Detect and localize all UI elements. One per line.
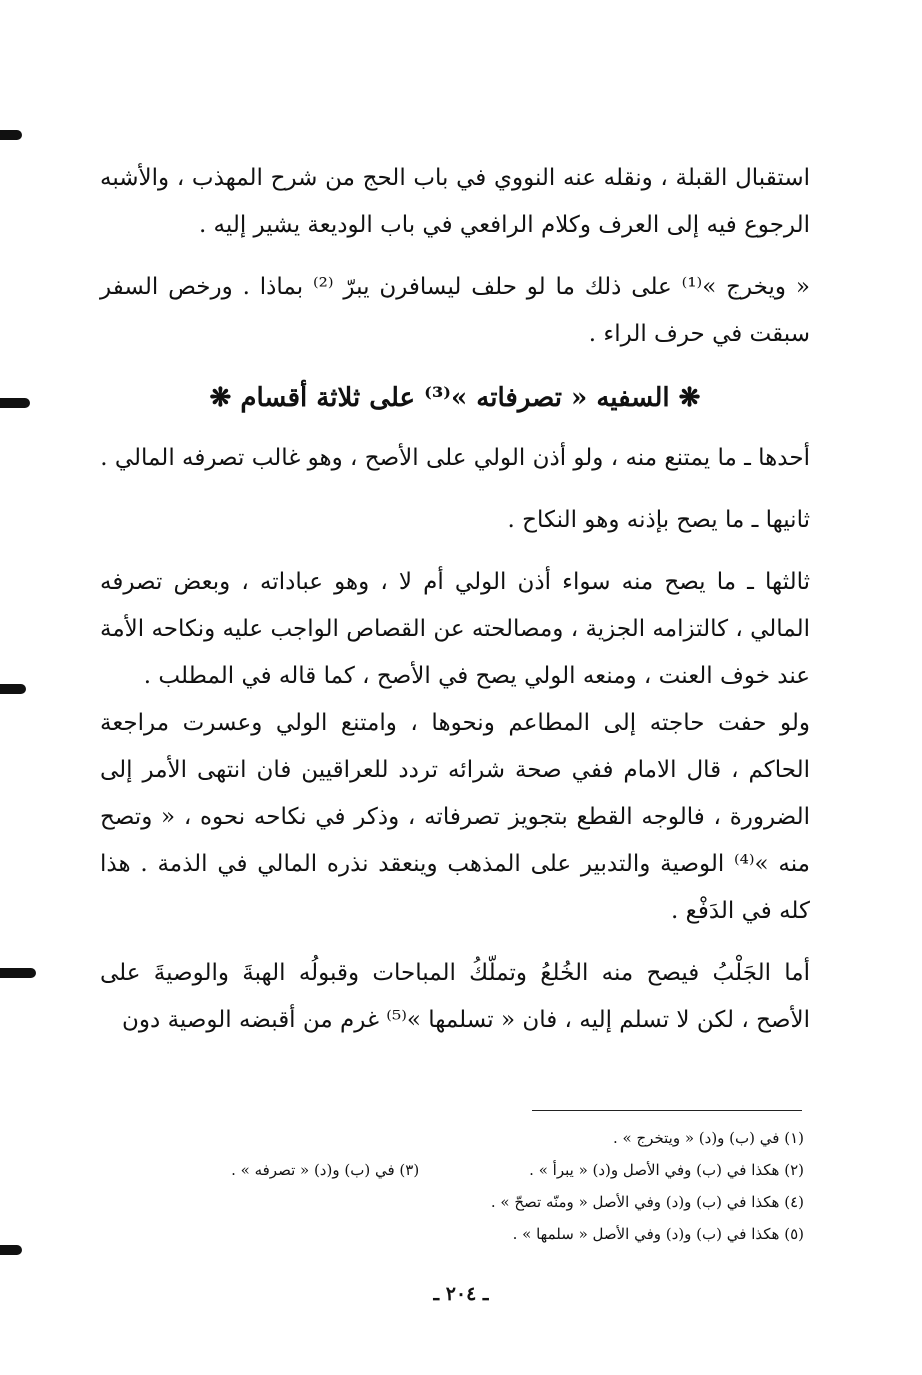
paragraph: « ويخرج »⁽¹⁾ على ذلك ما لو حلف ليسافرن يبرّ ⁽²⁾ بماذا . ورخص السفر سبقت في حرف الراء . [100, 274, 810, 347]
paragraph: ثانيها ـ ما يصح بإذنه وهو النكاح . [507, 507, 810, 533]
paragraph: أحدها ـ ما يمتنع منه ، ولو أذن الولي على الأصح ، وهو غالب تصرفه المالي . [100, 445, 810, 471]
section-heading: ❋ السفيه « تصرفاته »⁽³⁾ على ثلاثة أقسام ❋ [209, 383, 701, 413]
footnote-row [204, 1218, 804, 1250]
binding-mark [0, 398, 30, 408]
footnote-row [204, 1122, 804, 1154]
footnote-row [204, 1154, 804, 1186]
paragraph: ولو حفت حاجته إلى المطاعم ونحوها ، وامتنع الولي وعسرت مراجعة الحاكم ، قال الامام ففي صحة شرائه تردد للعراقيين فان انتهى الأمر إلى الضرورة ، فالوجه القطع بتجويز تصرفاته ، وذكر في نكاحه نحوه ، « وتصح منه »⁽⁴⁾ الوصية والتدبير على المذهب وينعقد نذره المالي في الذمة . هذا كله في الدَفْع . [100, 710, 810, 924]
paragraph: استقبال القبلة ، ونقله عنه النووي في باب الحج من شرح المهذب ، والأشبه الرجوع فيه إلى العرف وكلام الرافعي في باب الوديعة يشير إليه . [100, 165, 810, 238]
footnote: (٤) هكذا في (ب) و(د) وفي الأصل « ومنّه تصحّ » . [490, 1193, 804, 1211]
main-text [100, 155, 810, 1059]
paragraph: أما الجَلْبُ فيصح منه الخُلعُ وتملّكُ المباحات وقبولُه الهبةَ والوصيةَ على الأصح ، لكن لا تسلم إليه ، فان « تسلمها »⁽⁵⁾ غرم من أقبضه الوصية دون [100, 960, 810, 1033]
paragraph: ثالثها ـ ما يصح منه سواء أذن الولي أم لا ، وهو عباداته ، وبعض تصرفه المالي ، كالتزامه الجزية ، ومصالحته عن القصاص الواجب عليه ونكاحه الأمة عند خوف العنت ، ومنعه الولي يصح في الأصح ، كما قاله في المطلب . [100, 569, 810, 689]
footnote: (٢) هكذا في (ب) وفي الأصل و(د) « يبرأ » . [529, 1161, 804, 1179]
footnotes [204, 1122, 804, 1250]
footnote: (١) في (ب) و(د) « ويتخرج » . [613, 1129, 804, 1147]
footnote: (٥) هكذا في (ب) و(د) وفي الأصل « سلمها » . [512, 1225, 804, 1243]
footnote-divider [532, 1110, 802, 1111]
binding-mark [0, 1245, 22, 1255]
page-number: ـ ٢٠٤ ـ [433, 1283, 489, 1305]
binding-mark [0, 684, 26, 694]
footnote: (٣) في (ب) و(د) « تصرفه » . [231, 1161, 420, 1179]
footnote-row [204, 1186, 804, 1218]
binding-mark [0, 130, 22, 140]
binding-mark [0, 968, 36, 978]
